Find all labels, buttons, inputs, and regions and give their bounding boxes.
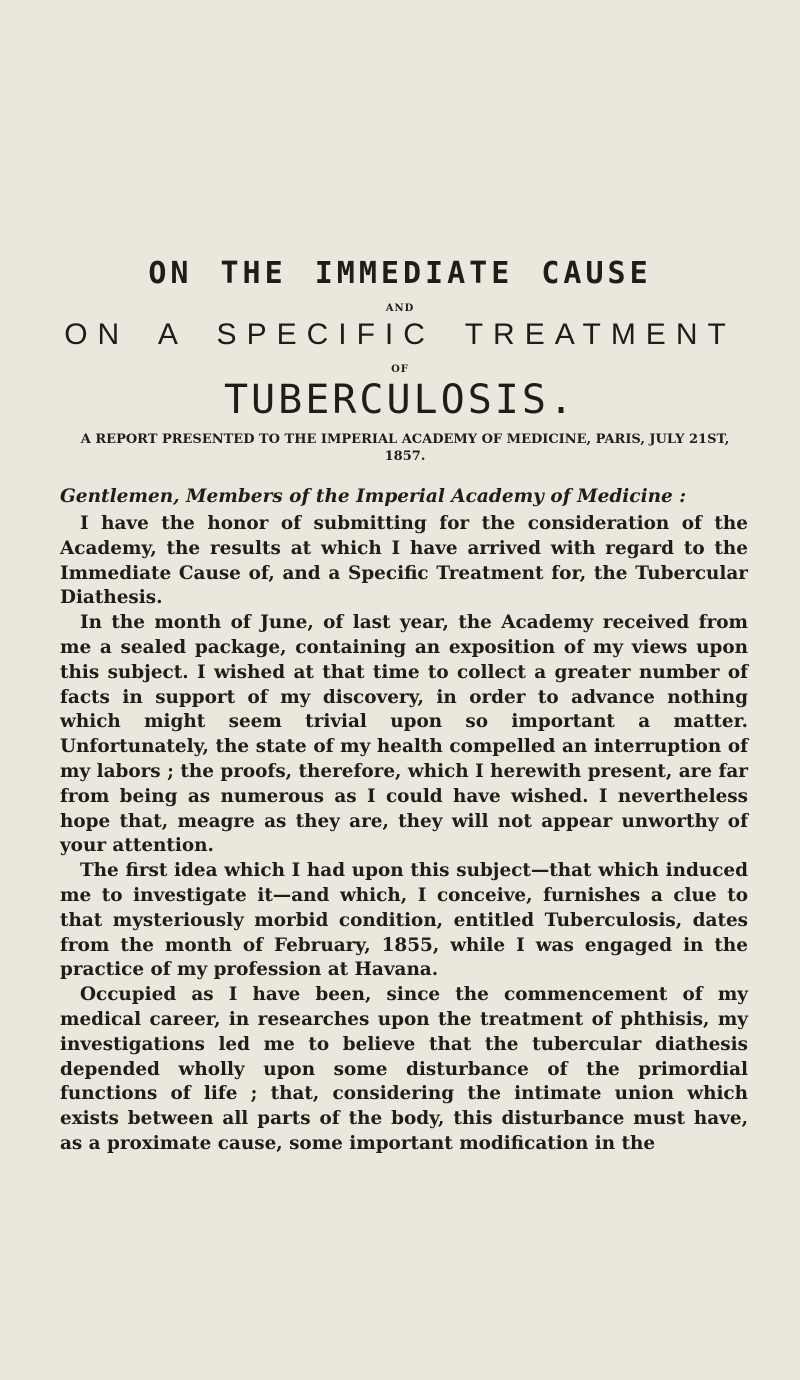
conjunction-of: OF (391, 364, 409, 375)
paragraph-4: Occupied as I have been, since the commencement of my medical career, in researches upon the treatment of phthisis, my investigations led me to believe that the tubercular diathesis depended wholly upon some disturbance of the primordial functions of life ; that, considering the intimate union which exists between all parts of the body, this disturbance must have, as a proximate cause, some important modification in the (60, 984, 748, 1154)
title-line-3: TUBERCULOSIS. (223, 377, 577, 423)
title-line-1: ON THE IMMEDIATE CAUSE (148, 256, 652, 291)
paragraph-3: The first idea which I had upon this subject—that which induced me to investigate it—and which, I conceive, furnishes a clue to that mysteriously morbid condition, entitled Tuberculosis, dates from the month of February, 1855, while I was engaged in the practice of my profession at Havana. (60, 860, 748, 981)
paragraph-1: I have the honor of submitting for the consideration of the Academy, the results at which I have arrived with regard to the Immediate Cause of, and a Specific Treatment for, the Tubercular Diathesis. (60, 513, 748, 609)
title-line-2: ON A SPECIFIC TREATMENT (64, 318, 736, 351)
body-text (60, 512, 748, 1157)
salutation: Gentlemen, Members of the Imperial Academy of Medicine : (60, 486, 687, 507)
report-subtitle: A REPORT PRESENTED TO THE IMPERIAL ACADEMY OF MEDICINE, PARIS, JULY 21ST, 1857. (80, 432, 730, 464)
conjunction-and: AND (385, 303, 415, 314)
paragraph-2: In the month of June, of last year, the Academy received from me a sealed package, containing an exposition of my views upon this subject. I wished at that time to collect a greater number of facts in support of my discovery, in order to advance nothing which might seem trivial upon so important a matter. Unfortunately, the state of my health compelled an interruption of my labors ; the proofs, therefore, which I herewith present, are far from being as numerous as I could have wished. I nevertheless hope that, meagre as they are, they will not appear unworthy of your attention. (60, 612, 748, 857)
